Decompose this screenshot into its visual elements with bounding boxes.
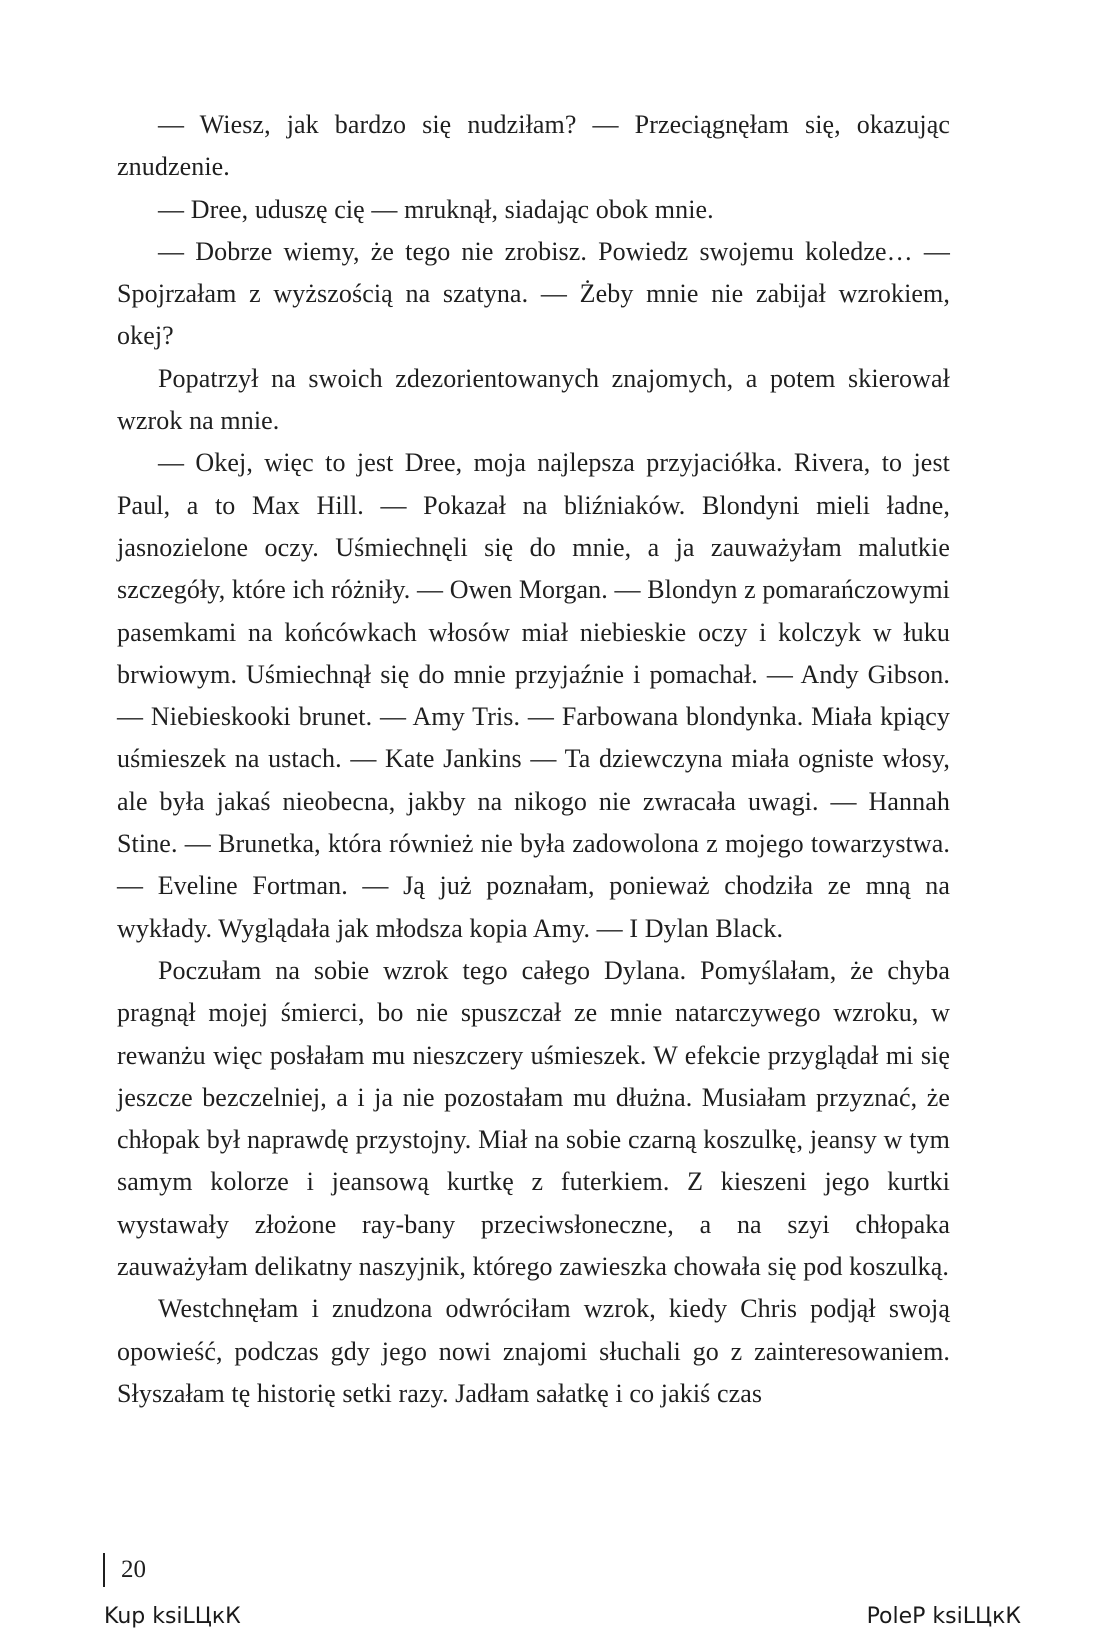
paragraph: — Dree, uduszę cię — mruknął, siadając obok mnie. (158, 194, 714, 224)
paragraph: Westchnęłam i znudzona odwróciłam wzrok, kiedy Chris podjął swoją opowieść, podczas gdy jego nowi znajomi słuchali go z zainteresowaniem. Słyszałam tę historię setki razy. Jadłam sałatkę i co jakiś czas (117, 1294, 950, 1408)
paragraph: Poczułam na sobie wzrok tego całego Dylana. Pomyślałam, że chyba pragnął mojej śmierci, bo nie spuszczał ze mnie natarczywego wzroku, w rewanżu więc posłałam mu nieszczery uśmieszek. W efekcie przyglądał mi się jeszcze bezczelniej, a i ja nie pozostałam mu dłużna. Musiałam przyznać, że chłopak był naprawdę przystojny. Miał na sobie czarną koszulkę, jeansy w tym samym kolorze i jeansową kurtkę z futerkiem. Z kieszeni jego kurtki wystawały złożone ray-bany przeciwsłoneczne, a na szyi chłopaka zauważyłam delikatny naszyjnik, którego zawieszka chowała się pod koszulką. (117, 955, 950, 1282)
paragraph: — Okej, więc to jest Dree, moja najlepsza przyjaciółka. Rivera, to jest Paul, a to Max Hill. — Pokazał na bliźniaków. Blondyni mieli ładne, jasnozielone oczy. Uśmiechnęli się do mnie, a ja zauważyłam malutkie szczegóły, które ich różniły. — Owen Morgan. — Blondyn z pomarańczowymi pasemkami na końcówkach włosów miał niebieskie oczy i kolczyk w łuku brwiowym. Uśmiechnął się do mnie przyjaźnie i pomachał. — Andy Gibson. — Niebieskooki brunet. — Amy Tris. — Farbowana blondynka. Miała kpiący uśmieszek na ustach. — Kate Jankins — Ta dziewczyna miała ogniste włosy, ale była jakaś nieobecna, jakby na nikogo nie zwracała uwagi. — Hannah Stine. — Brunetka, która również nie była zadowolona z mojego towarzystwa. — Eveline Fortman. — Ją już poznałam, ponieważ chodziła ze mną na wykłady. Wyglądała jak młodsza kopia Amy. — I Dylan Black. (117, 448, 950, 943)
page-number: 20 (103, 1553, 146, 1587)
paragraph: Popatrzył na swoich zdezorientowanych znajomych, a potem skierował wzrok na mnie. (117, 363, 950, 436)
paragraph: — Wiesz, jak bardzo się nudziłam? — Przeciągnęłam się, okazując znudzenie. (117, 110, 950, 182)
paragraph: — Dobrze wiemy, że tego nie zrobisz. Powiedz swojemu koledze… — Spojrzałam z wyższością na szatyna. — Żeby mnie nie zabijał wzrokiem, okej? (117, 236, 950, 351)
book-page-text (117, 104, 950, 1415)
buy-book-link[interactable]: Kup ksiLЦкК (104, 1604, 241, 1629)
recommend-book-link[interactable]: PoleP ksiLЦкК (866, 1604, 1021, 1629)
